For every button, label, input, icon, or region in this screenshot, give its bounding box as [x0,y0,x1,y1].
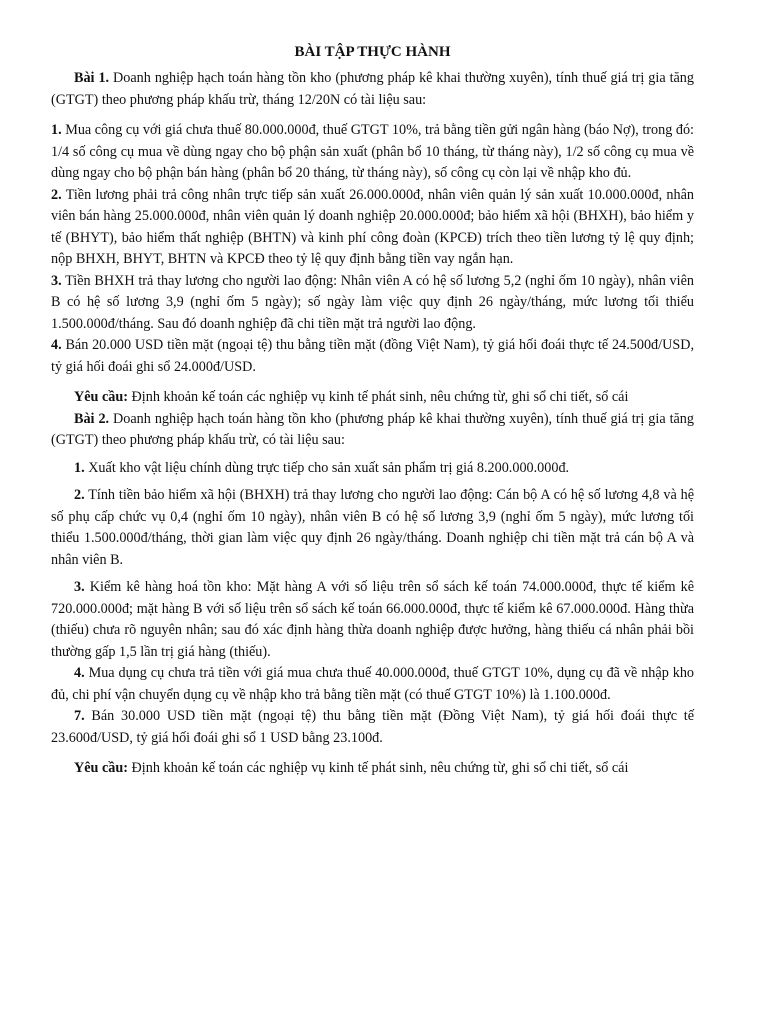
exercise-1-item-2: 2. Tiền lương phải trả công nhân trực tiếp sản xuất 26.000.000đ, nhân viên quản lý sản xuất 10.000.000đ, nhân viên bán hàng 25.000.000đ, nhân viên quản lý doanh nghiệp 20.000.000đ; bảo hiểm xã hội (BHXH), bảo hiểm y tế (BHYT), bảo hiểm thất nghiệp (BHTN) và kinh phí công đoàn (KPCĐ) trích theo tiền lương tỷ lệ quy định; nộp BHXH, BHYT, BHTN và KPCĐ theo tỷ lệ quy định bằng tiền vay ngắn hạn. [51,186,695,267]
exercise-2-requirement: Yêu cầu: Định khoản kế toán các nghiệp vụ kinh tế phát sinh, nêu chứng từ, ghi sổ chi tiết, sổ cái [74,760,629,776]
exercise-1-item-1: 1. Mua công cụ với giá chưa thuế 80.000.000đ, thuế GTGT 10%, trả bằng tiền gửi ngân hàng (báo Nợ), trong đó: 1/4 số công cụ mua về dùng ngay cho bộ phận sản xuất (phân bổ 10 tháng, từ tháng này), 1/2 số công cụ mua về dùng ngay cho bộ phận bán hàng (phân bổ 20 tháng, từ tháng này), số công cụ còn lại về nhập kho đủ. [51,122,695,181]
exercise-1-item-3: 3. Tiền BHXH trả thay lương cho người lao động: Nhân viên A có hệ số lương 5,2 (nghỉ ốm 10 ngày), nhân viên B có hệ số lương 3,9 (nghỉ ốm 5 ngày); số ngày làm việc quy định 26 ngày/tháng, mức lương tối thiểu 1.500.000đ/tháng. Sau đó doanh nghiệp đã chi tiền mặt trả người lao động. [51,272,694,332]
exercise-2-intro: Bài 2. Doanh nghiệp hạch toán hàng tồn kho (phương pháp kê khai thường xuyên), tính thuế giá trị gia tăng (GTGT) theo phương pháp khấu trừ, có tài liệu sau: [51,410,694,448]
document-title: BÀI TẬP THỰC HÀNH [294,44,451,60]
exercise-2-label: Bài 2. [74,410,110,427]
document-page [51,40,694,780]
exercise-2-item-1: 1. Xuất kho vật liệu chính dùng trực tiếp cho sản xuất sản phẩm trị giá 8.200.000.000đ. [74,459,570,476]
exercise-1-requirement: Yêu cầu: Định khoản kế toán các nghiệp vụ kinh tế phát sinh, nêu chứng từ, ghi sổ chi tiết, sổ cái [74,389,629,405]
exercise-1-item-4: 4. Bán 20.000 USD tiền mặt (ngoại tệ) thu bằng tiền mặt (đồng Việt Nam), tỷ giá hối đoái thực tế 24.500đ/USD, tỷ giá hối đoái ghi sổ 24.000đ/USD. [51,337,694,375]
exercise-2-item-4: 4. Mua dụng cụ chưa trả tiền với giá mua chưa thuế 40.000.000đ, thuế GTGT 10%, dụng cụ đã về nhập kho đủ, chi phí vận chuyển dụng cụ về nhập kho trả bằng tiền mặt (có thuế GTGT 10%) là 1.100.000đ. [51,665,695,703]
exercise-2-item-2: 2. Tính tiền bảo hiểm xã hội (BHXH) trả thay lương cho người lao động: Cán bộ A có hệ số lương 4,8 và hệ số phụ cấp chức vụ 0,4 (nghỉ ốm 10 ngày), nhân viên B có hệ số lương 3,9 (nghỉ ốm 5 ngày), mức lương tối thiểu 1.500.000đ/tháng, thời gian làm việc quy định 26 ngày/tháng. Doanh nghiệp chi tiền mặt trả cán bộ A và nhân viên B. [51,487,694,568]
exercise-2-item-7: 7. Bán 30.000 USD tiền mặt (ngoại tệ) thu bằng tiền mặt (Đồng Việt Nam), tỷ giá hối đoái thực tế 23.600đ/USD, tỷ giá hối đoái ghi sổ 1 USD bằng 23.100đ. [51,708,694,746]
exercise-1-intro: Bài 1. Doanh nghiệp hạch toán hàng tồn kho (phương pháp kê khai thường xuyên), tính thuế giá trị gia tăng (GTGT) theo phương pháp khấu trừ, tháng 12/20N có tài liệu sau: [51,70,694,108]
exercise-2-item-3: 3. Kiểm kê hàng hoá tồn kho: Mặt hàng A với số liệu trên sổ sách kế toán 74.000.000đ, thực tế kiểm kê 720.000.000đ; mặt hàng B với số liệu trên sổ sách kế toán 66.000.000đ, thực tế kiểm kê 67.000.000đ. Hàng thừa (thiếu) chưa rõ nguyên nhân; sau đó xác định hàng thừa doanh nghiệp được hưởng, hàng thiếu cá nhân phải bồi thường gấp 1,5 lần trị giá hàng (thiếu). [51,579,694,660]
exercise-1-label: Bài 1. [74,70,110,86]
